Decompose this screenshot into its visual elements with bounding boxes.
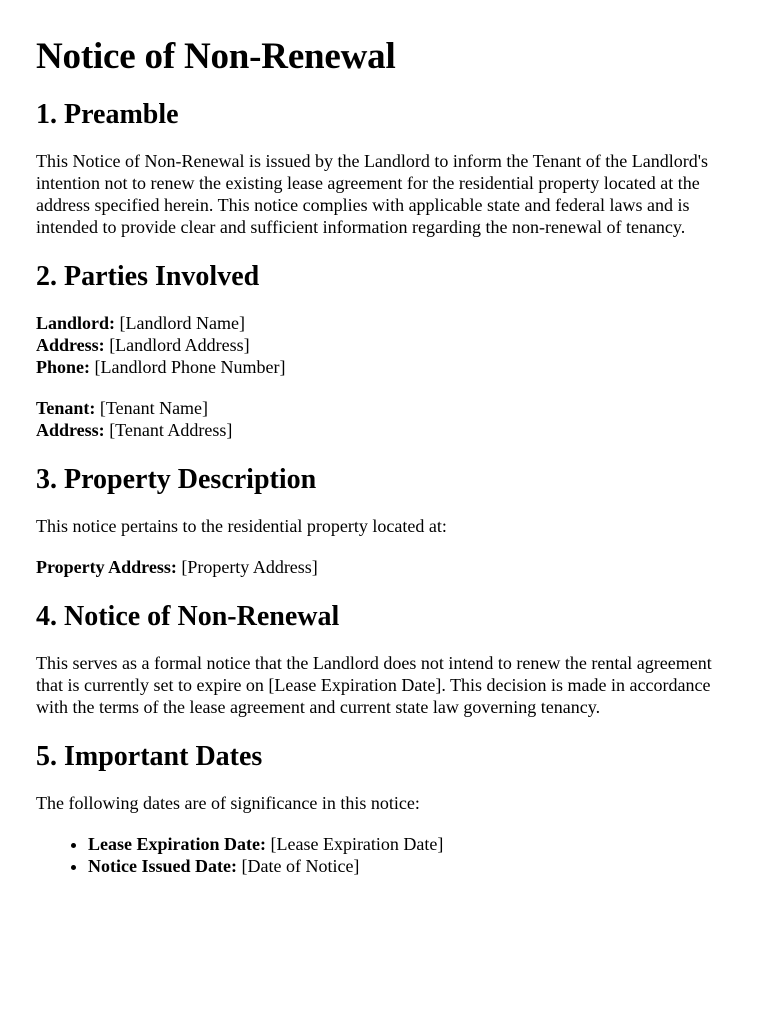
landlord-address-label: Address:	[36, 335, 105, 355]
section-heading-dates: 5. Important Dates	[36, 741, 263, 772]
landlord-name-value: [Landlord Name]	[119, 313, 245, 333]
date-item-value: [Date of Notice]	[241, 856, 360, 876]
property-address-line	[36, 556, 734, 578]
tenant-name-label: Tenant:	[36, 398, 96, 418]
tenant-name-value: [Tenant Name]	[99, 398, 209, 418]
landlord-phone-line	[36, 356, 734, 378]
date-item-label: Lease Expiration Date:	[88, 834, 266, 854]
property-text: This notice pertains to the residential property located at:	[36, 516, 447, 536]
landlord-phone-label: Phone:	[36, 357, 90, 377]
dates-list	[36, 833, 734, 877]
landlord-name-label: Landlord:	[36, 313, 116, 333]
notice-text: This serves as a formal notice that the Landlord does not intend to renew the rental agreement that is currently set to expire on [Lease Expiration Date]. This decision is made in accordance with the terms of the lease agreement and current state law governing tenancy.	[36, 653, 712, 717]
landlord-address-value: [Landlord Address]	[109, 335, 250, 355]
section-heading-property: 3. Property Description	[36, 464, 317, 495]
section-heading-preamble: 1. Preamble	[36, 99, 179, 130]
date-item-value: [Lease Expiration Date]	[270, 834, 444, 854]
property-address-value: [Property Address]	[181, 557, 318, 577]
tenant-address-line	[36, 419, 734, 441]
date-item-label: Notice Issued Date:	[88, 856, 237, 876]
preamble-text: This Notice of Non-Renewal is issued by the Landlord to inform the Tenant of the Landlord's intention not to renew the existing lease agreement for the residential property located at the address specified herein. This notice complies with applicable state and federal laws and is intended to provide clear and sufficient information regarding the non-renewal of tenancy.	[36, 151, 709, 237]
list-item	[88, 855, 734, 877]
landlord-block	[36, 312, 734, 378]
tenant-block	[36, 397, 734, 441]
tenant-address-value: [Tenant Address]	[109, 420, 233, 440]
tenant-address-label: Address:	[36, 420, 105, 440]
section-heading-parties: 2. Parties Involved	[36, 261, 260, 292]
property-address-label: Property Address:	[36, 557, 177, 577]
landlord-address-line	[36, 334, 734, 356]
list-item	[88, 833, 734, 855]
dates-text: The following dates are of significance in this notice:	[36, 793, 420, 813]
tenant-name-line	[36, 397, 734, 419]
landlord-name-line	[36, 312, 734, 334]
document-title: Notice of Non-Renewal	[36, 36, 396, 77]
landlord-phone-value: [Landlord Phone Number]	[94, 357, 286, 377]
section-heading-notice: 4. Notice of Non-Renewal	[36, 601, 340, 632]
